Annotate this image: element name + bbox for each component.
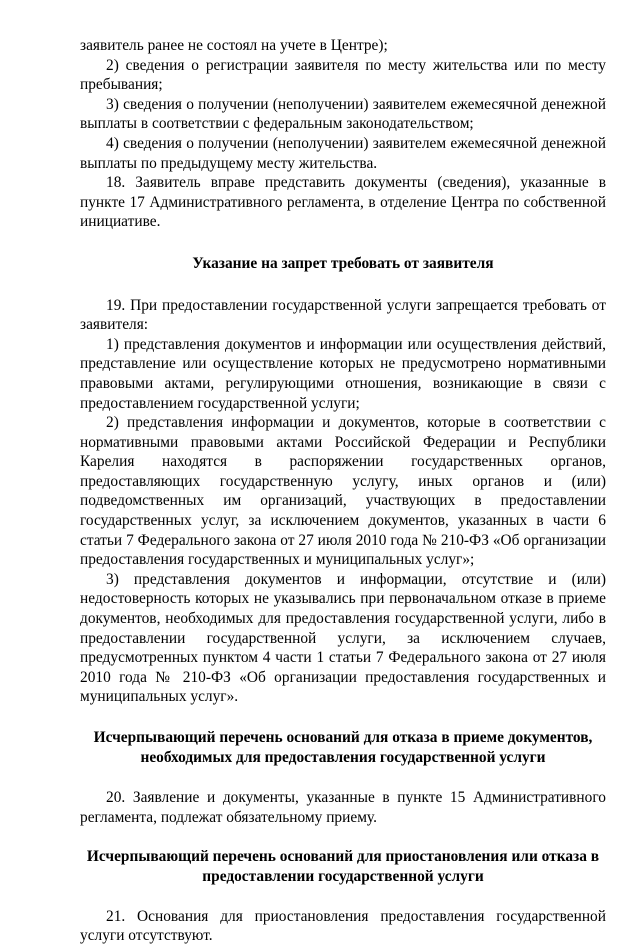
section-heading-suspension: Исчерпывающий перечень оснований для приостановления или отказа в предоставлении государственной услуги: [86, 848, 600, 885]
list-item: 4) сведения о получении (неполучении) заявителем ежемесячной денежной выплаты по предыдущему месту жительства.: [80, 134, 606, 172]
list-item: 1) представления документов и информации или осуществления действий, представление или осуществление которых не предусмотрено нормативными правовыми актами, регулирующими отношения, возникающие в связи с предоставлением государственной услуги;: [80, 335, 606, 412]
section-heading-refusal-docs: Исчерпывающий перечень оснований для отказа в приеме документов, необходимых для предоставления государственной услуги: [93, 729, 593, 766]
paragraph-20: 20. Заявление и документы, указанные в пункте 15 Административного регламента, подлежат обязательному приему.: [80, 789, 606, 826]
list-item: заявитель ранее не состоял на учете в Центре);: [80, 37, 388, 54]
paragraph-18: 18. Заявитель вправе представить документы (сведения), указанные в пункте 17 Административного регламента, в отделение Центра по собственной инициативе.: [80, 174, 606, 231]
paragraph-21: 21. Основания для приостановления предоставления государственной услуги отсутствуют.: [80, 907, 606, 945]
document-body: [80, 36, 606, 946]
section-heading-prohibition: Указание на запрет требовать от заявителя: [192, 254, 494, 272]
list-item: 2) представления информации и документов, которые в соответствии с нормативными правовыми актами Российской Федерации и Республики Карелия находятся в распоряжении государственных органов, предоставляющих государственную услугу, иных органов и (или) подведомственных им организаций, участвующих в предоставлении государственных услуг, за исключением документов, указанных в части 6 статьи 7 Федерального закона от 27 июля 2010 года № 210-ФЗ «Об организации предоставления государственных и муниципальных услуг»;: [80, 414, 606, 569]
list-item: 2) сведения о регистрации заявителя по месту жительства или по месту пребывания;: [80, 56, 606, 94]
list-item: 3) представления документов и информации, отсутствие и (или) недостоверность которых не указывались при первоначальном отказе в приеме документов, необходимых для предоставления государственной услуги, либо в предоставлении государственной услуги, за исключением случаев, предусмотренных пунктом 4 части 1 статьи 7 Федерального закона от 27 июля 2010 года № 210-ФЗ «Об организации предоставления государственных и муниципальных услуг».: [80, 570, 606, 706]
paragraph-19: 19. При предоставлении государственной услуги запрещается требовать от заявителя:: [80, 296, 606, 334]
list-item: 3) сведения о получении (неполучении) заявителем ежемесячной денежной выплаты в соответствии с федеральным законодательством;: [80, 95, 606, 133]
